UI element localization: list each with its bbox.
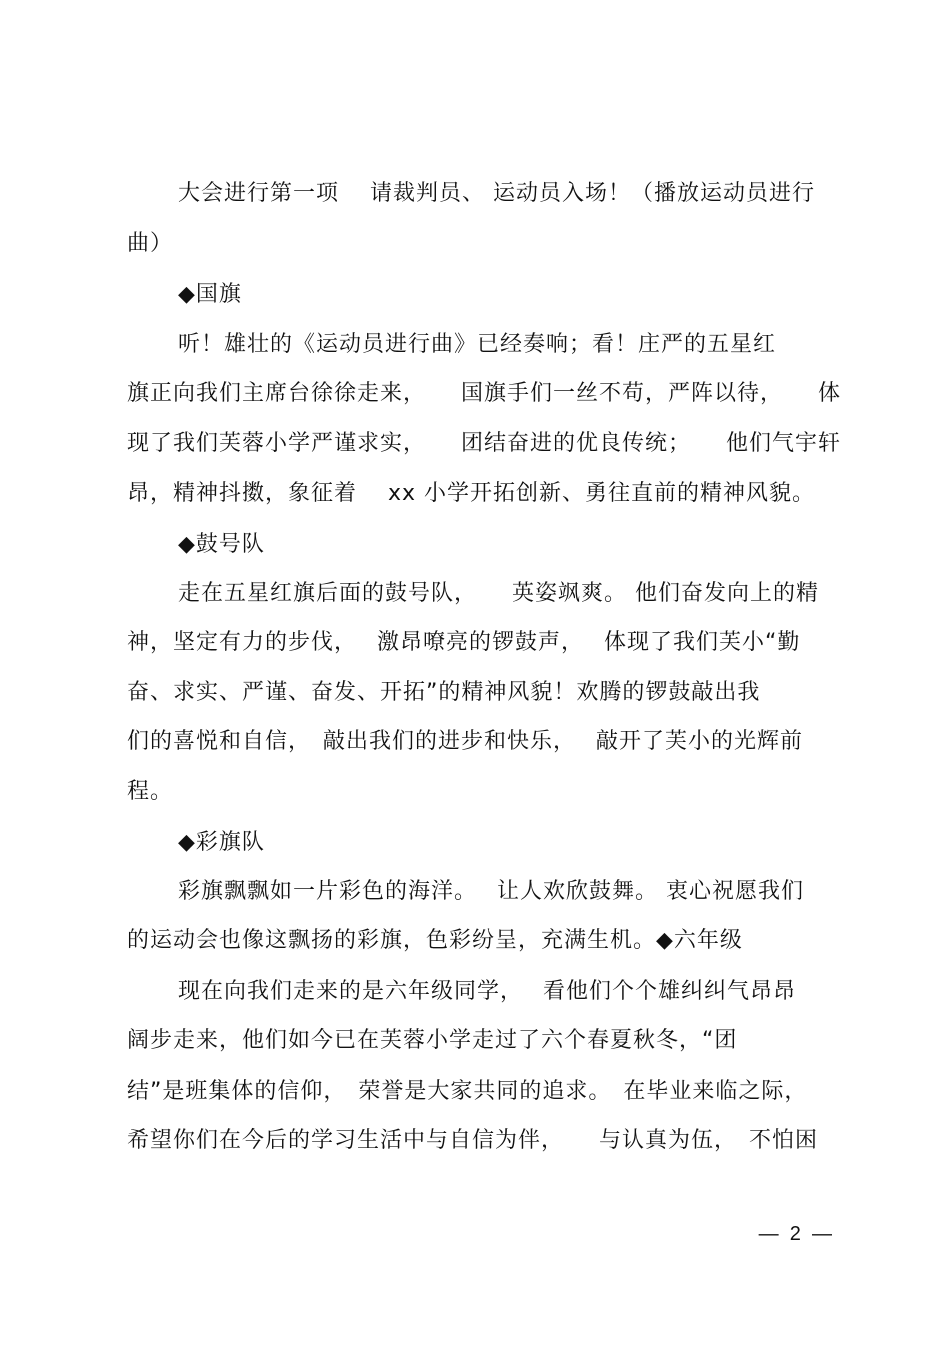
section-heading-color-flags: ◆彩旗队 [178,830,265,855]
paragraph-line: 们的喜悦和自信， 敲出我们的进步和快乐， 敲开了芙小的光辉前 [127,729,803,754]
paragraph-line: 奋、求实、严谨、奋发、开拓”的精神风貌！欢腾的锣鼓敲出我 [127,680,761,705]
paragraph-line: 昂，精神抖擞，象征着 xx 小学开拓创新、勇往直前的精神风貌。 [127,481,816,506]
paragraph-line: 大会进行第一项 请裁判员、 运动员入场！（播放运动员进行 [178,181,815,206]
paragraph-line: 曲） [127,231,174,256]
paragraph-line: 听！雄壮的《运动员进行曲》已经奏响；看！庄严的五星红 [178,332,777,357]
paragraph-line: 希望你们在今后的学习生活中与自信为伴， 与认真为伍， 不怕困 [127,1128,819,1153]
paragraph-line: 结”是班集体的信仰， 荣誉是大家共同的追求。 在毕业来临之际， [127,1079,808,1104]
section-heading-flag: ◆国旗 [178,282,242,307]
paragraph-line: 神，坚定有力的步伐， 激昂嘹亮的锣鼓声， 体现了我们芙小“勤 [127,630,801,655]
paragraph-line: 旗正向我们主席台徐徐走来， 国旗手们一丝不苟，严阵以待， 体 [127,381,842,406]
paragraph-line: 现了我们芙蓉小学严谨求实， 团结奋进的优良传统； 他们气宇轩 [127,431,842,456]
paragraph-line: 程。 [127,779,174,804]
paragraph-line: 现在向我们走来的是六年级同学， 看他们个个雄纠纠气昂昂 [178,979,796,1004]
paragraph-line: 的运动会也像这飘扬的彩旗，色彩纷呈，充满生机。◆六年级 [127,928,743,953]
paragraph-line: 阔步走来，他们如今已在芙蓉小学走过了六个春夏秋冬，“团 [127,1028,738,1053]
page-number: — 2 — [758,1223,832,1245]
section-heading-drum-band: ◆鼓号队 [178,532,265,557]
paragraph-line: 彩旗飘飘如一片彩色的海洋。 让人欢欣鼓舞。 衷心祝愿我们 [178,879,804,904]
paragraph-line: 走在五星红旗后面的鼓号队， 英姿飒爽。 他们奋发向上的精 [178,581,819,606]
